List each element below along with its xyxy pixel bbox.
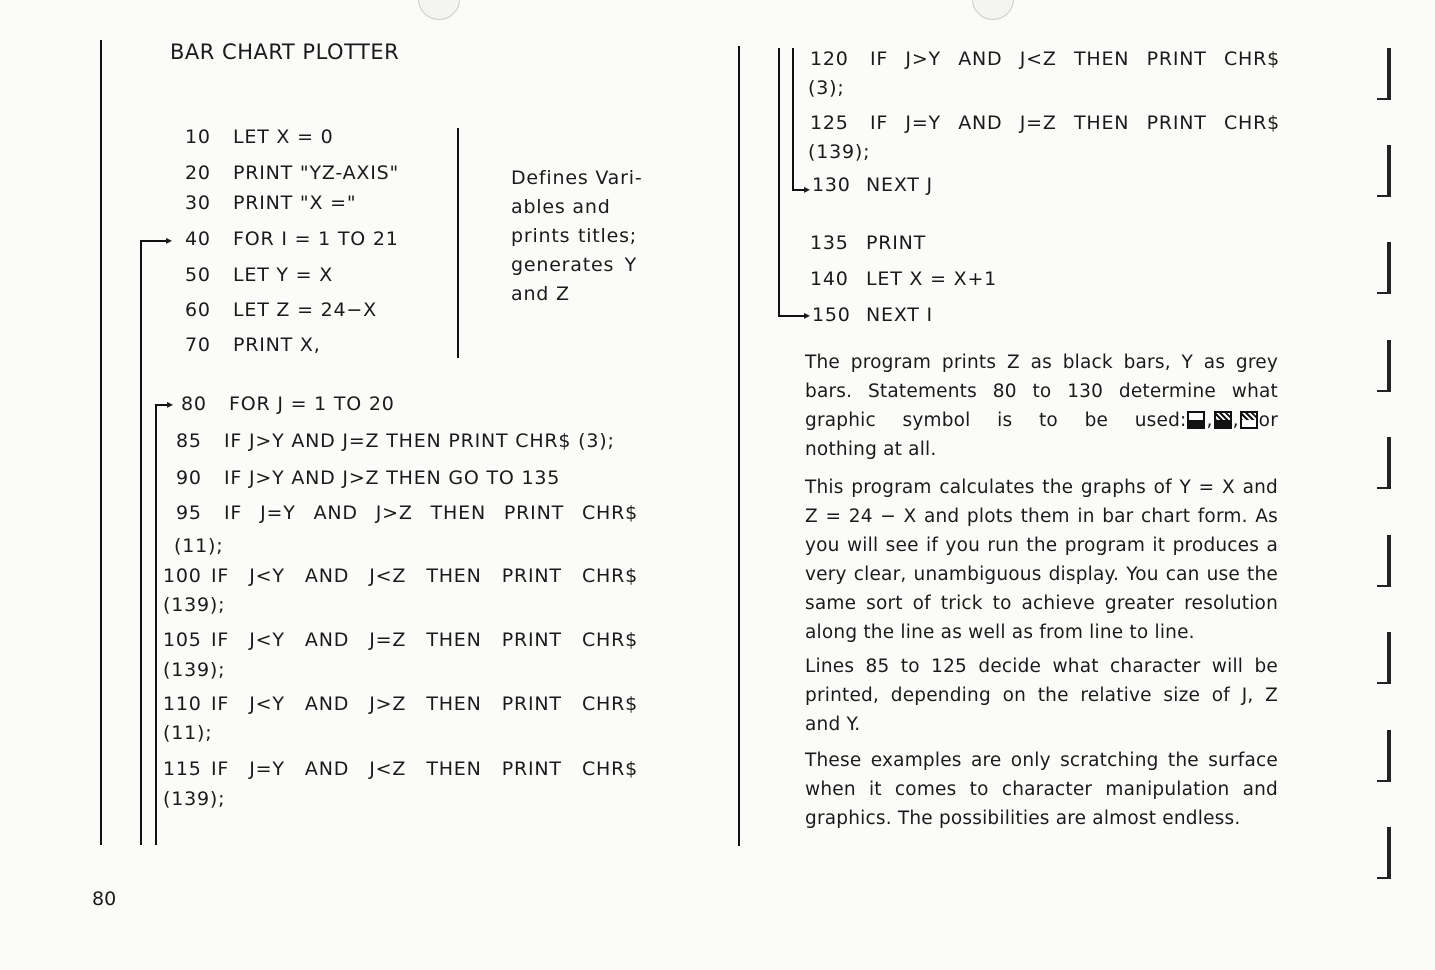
paragraph-line: bars. Statements 80 to 130 determine what [805,381,1278,402]
code-line: 125 IF J=Y AND J=Z THEN PRINT CHR$ [810,112,1280,134]
index-tab-foot [1377,487,1389,489]
code-line-continuation: (139); [163,788,226,810]
code-line: 50 LET Y = X [185,264,334,286]
code-line-continuation: (139); [808,141,871,163]
paragraph-line: when it comes to character manipulation and [805,779,1278,800]
index-tab-foot [1377,682,1389,684]
code-line: 95 IF J=Y AND J>Z THEN PRINT CHR$ [176,502,638,524]
code-line: 85 IF J>Y AND J=Z THEN PRINT CHR$ (3); [176,430,615,452]
code-line: 70 PRINT X, [185,334,321,356]
code-line-continuation: (11); [174,535,224,557]
paragraph-line: printed, depending on the relative size of J, Z [805,685,1278,706]
paragraph-line: The program prints Z as black bars, Y as grey [805,352,1278,373]
loop-arrow-j: ▸ [804,182,811,196]
paragraph-line: very clear, unambiguous display. You can use the [805,564,1278,585]
loop-bracket-j-end [792,48,794,190]
paragraph-line: same sort of trick to achieve greater resolution [805,593,1278,614]
annotation-bracket [457,128,459,358]
loop-bracket-outer-top [140,240,168,242]
index-tab [1387,827,1391,879]
code-line: 20 PRINT "YZ-AXIS" [185,162,400,184]
paragraph-lines-85-125 [805,652,1278,739]
loop-bracket-i-end [778,48,780,316]
index-tab-foot [1377,292,1389,294]
paragraph-bar-explanation [805,348,1278,464]
index-tab [1387,730,1391,782]
paragraph-line: and Y. [805,714,861,735]
code-line: 40 FOR I = 1 TO 21 [185,228,399,250]
code-line: 135 PRINT [810,232,927,254]
paragraph-line: graphic symbol is to be used: , , or [805,410,1278,431]
index-tab-foot [1377,195,1389,197]
paragraph-line: Lines 85 to 125 decide what character will be [805,656,1278,677]
punch-hole-left [418,0,460,20]
page-number: 80 [92,888,117,910]
code-line: 80 FOR J = 1 TO 20 [181,393,395,415]
loop-arrow-outer: ▸ [166,233,173,247]
code-line: 100 IF J<Y AND J<Z THEN PRINT CHR$ [163,565,638,587]
loop-arrow-inner: ▸ [167,397,174,411]
left-margin-rule [100,40,102,845]
punch-hole-right [972,0,1014,20]
annotation-line: ables and [511,196,611,218]
paragraph-line: Z = 24 − X and plots them in bar chart form. As [805,506,1278,527]
code-line: 115 IF J=Y AND J<Z THEN PRINT CHR$ [163,758,638,780]
code-line: 60 LET Z = 24−X [185,299,377,321]
code-line: 105 IF J<Y AND J=Z THEN PRINT CHR$ [163,629,638,651]
index-tab-foot [1377,877,1389,879]
index-tab-foot [1377,390,1389,392]
index-tab [1387,437,1391,489]
symbol-grey-over-black: , , [1186,410,1258,431]
code-line-continuation: (3); [808,77,845,99]
loop-bracket-i-foot [778,315,806,317]
annotation-line: and Z [511,283,570,305]
loop-bracket-inner [155,404,157,845]
index-tab-foot [1377,780,1389,782]
index-tab [1387,535,1391,587]
annotation-line: generates Y [511,254,637,276]
index-tab [1387,632,1391,684]
annotation-line: prints titles; [511,225,637,247]
code-line: 140 LET X = X+1 [810,268,998,290]
index-tab [1387,145,1391,197]
code-line: 10 LET X = 0 [185,126,334,148]
loop-arrow-i: ▸ [804,308,811,322]
right-margin-rule [738,46,740,846]
index-tab [1387,242,1391,294]
paragraph-line: you will see if you run the program it produces a [805,535,1278,556]
code-line: 130 NEXT J [812,174,933,196]
index-tab [1387,48,1391,100]
paragraph-line: nothing at all. [805,439,937,460]
code-line: 120 IF J>Y AND J<Z THEN PRINT CHR$ [810,48,1280,70]
paragraph-line: These examples are only scratching the surface [805,750,1278,771]
code-line: 90 IF J>Y AND J>Z THEN GO TO 135 [176,467,561,489]
paragraph-line: This program calculates the graphs of Y = X and [805,477,1278,498]
paragraph-closing [805,746,1278,833]
index-tab [1387,340,1391,392]
code-line-continuation: (139); [163,594,226,616]
code-line-continuation: (139); [163,659,226,681]
index-tab-foot [1377,585,1389,587]
code-line: 110 IF J<Y AND J>Z THEN PRINT CHR$ [163,693,638,715]
code-line-continuation: (11); [163,722,213,744]
page-title: BAR CHART PLOTTER [170,40,400,64]
code-line: 150 NEXT I [812,304,933,326]
loop-bracket-outer [140,240,142,845]
code-line: 30 PRINT "X =" [185,192,357,214]
paragraph-program-description [805,473,1278,647]
paragraph-line: along the line as well as from line to line. [805,622,1195,643]
index-tab-foot [1377,98,1389,100]
paragraph-line: graphics. The possibilities are almost endless. [805,808,1241,829]
annotation-line: Defines Vari- [511,167,643,189]
